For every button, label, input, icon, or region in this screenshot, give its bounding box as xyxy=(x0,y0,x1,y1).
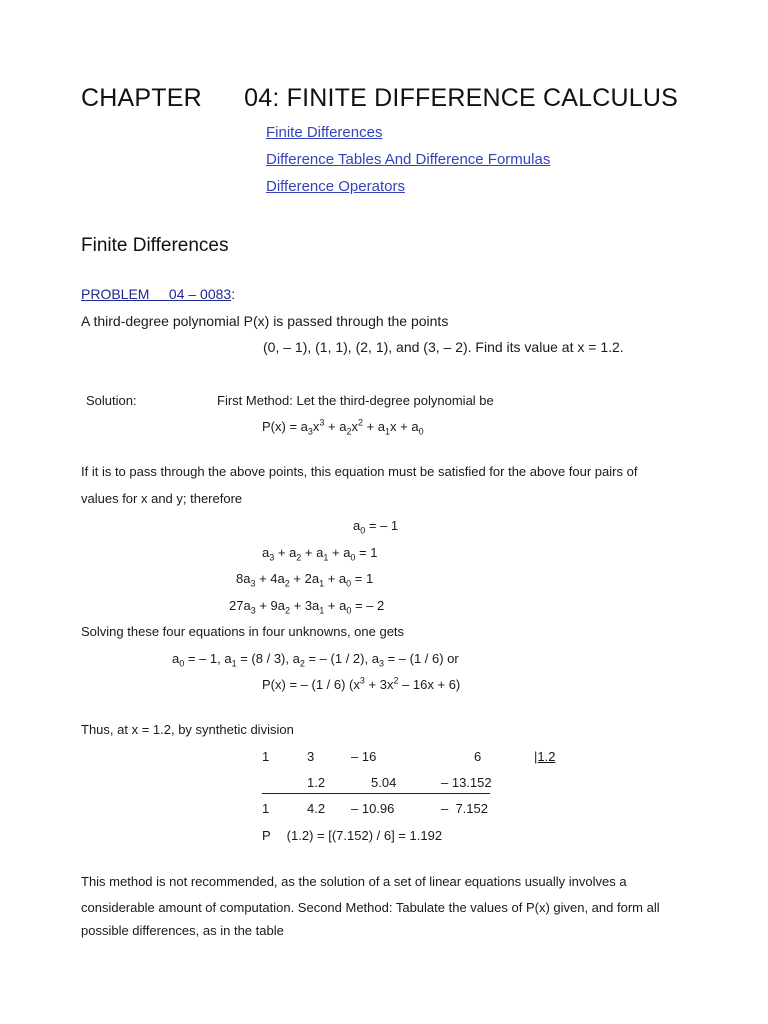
paragraph2-line1: This method is not recommended, as the solution of a set of linear equations usually involves a xyxy=(81,874,627,889)
chapter-title xyxy=(81,84,678,113)
paragraph2-line2: considerable amount of computation. Second Method: Tabulate the values of P(x) given, and form all xyxy=(81,900,660,915)
problem-label-colon: : xyxy=(231,286,236,302)
problem-label[interactable]: PROBLEM 04 – 0083 xyxy=(81,286,232,302)
first-method-text: First Method: Let the third-degree polynomial be xyxy=(217,393,494,408)
thus-line: Thus, at x = 1.2, by synthetic division xyxy=(81,722,294,737)
problem-statement-line1: A third-degree polynomial P(x) is passed through the points xyxy=(81,313,449,329)
toc-link-finite-differences[interactable]: Finite Differences xyxy=(266,124,383,141)
synthetic-row1-c2: 3 xyxy=(307,749,315,764)
synthetic-row3-c1: 1 xyxy=(262,801,270,816)
section-heading: Finite Differences xyxy=(81,235,229,256)
polynomial-definition: $P(x) = a_3x^3 + a_2x^2 + a_1x + a_0$ xyxy=(262,417,424,437)
problem-statement-line2: (0, – 1), (1, 1), (2, 1), and (3, – 2). Find its value at x = 1.2. xyxy=(263,339,624,355)
polynomial-result: P(x) = – (1 / 6) $(x^3 + 3x^2 - 16x + 6)$ xyxy=(262,675,461,692)
solving-line: Solving these four equations in four unknowns, one gets xyxy=(81,624,405,639)
synthetic-row3-c4: – 7.152 xyxy=(441,801,488,816)
problem-label-line xyxy=(81,286,235,304)
synthetic-row1-c1: 1 xyxy=(262,749,270,764)
synthetic-row1-c4: 6 xyxy=(474,749,482,764)
solution-label: Solution: xyxy=(86,393,137,408)
toc-link-difference-tables[interactable]: Difference Tables And Difference Formulas xyxy=(266,151,551,168)
synthetic-row2-c4: – 13.152 xyxy=(441,775,492,790)
chapter-title-rest: 04: FINITE DIFFERENCE CALCULUS xyxy=(244,84,679,112)
paragraph1-line2: values for x and y; therefore xyxy=(81,491,243,506)
coefficients-line: $a_0$ = – 1, $a_1 = (8 / 3)$, $a_2$ = – (1 / 2), $a_3$ = – (1 / 6) or xyxy=(172,651,459,669)
synthetic-row1-c3: – 16 xyxy=(351,749,377,764)
equation-2: $a_3 + a_2 + a_1 + a_0 = 1$ xyxy=(262,545,378,563)
toc-link-difference-operators[interactable]: Difference Operators xyxy=(266,178,405,195)
equation-4: $27a_3 + 9a_2 + 3a_1 + a_0$ = – 2 xyxy=(229,598,385,616)
paragraph1-line1: If it is to pass through the above points, this equation must be satisfied for the above four pairs of xyxy=(81,464,638,479)
synthetic-row3-c2: 4.2 xyxy=(307,801,326,816)
equation-3: $8a_3 + 4a_2 + 2a_1 + a_0 = 1$ xyxy=(236,571,374,589)
synthetic-row2-c2: 1.2 xyxy=(307,775,326,790)
synthetic-divisor: |1.2 xyxy=(534,749,556,764)
result-line: P (1.2) = [(7.152) / 6] = 1.192 xyxy=(262,828,443,843)
synthetic-row2-c3: 5.04 xyxy=(371,775,397,790)
synthetic-row3-c3: – 10.96 xyxy=(351,801,395,816)
chapter-title-prefix: CHAPTER xyxy=(81,84,202,112)
synthetic-division-rule xyxy=(262,793,490,794)
equation-1: $a_0$ = – 1 xyxy=(353,518,399,536)
paragraph2-line3: possible differences, as in the table xyxy=(81,923,284,938)
